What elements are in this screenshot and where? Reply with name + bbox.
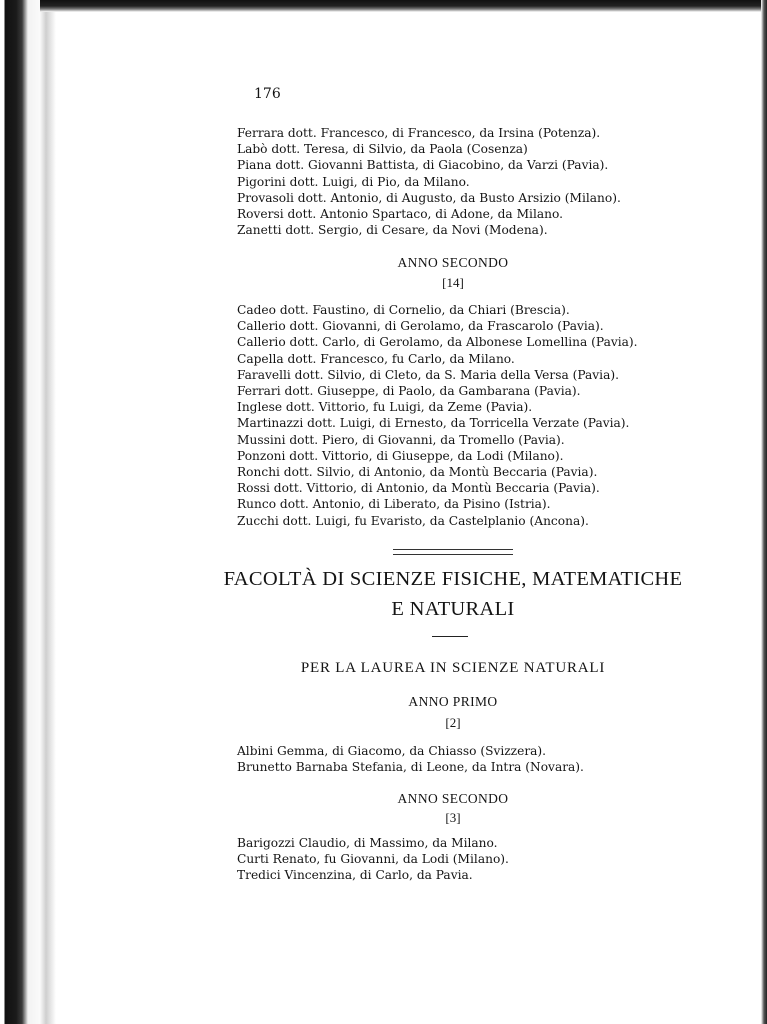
- page-number: 176: [254, 86, 281, 102]
- faculty-title: FACOLTÀ DI SCIENZE FISICHE, MATEMATICHE: [223, 568, 683, 590]
- list-item: Provasoli dott. Antonio, di Augusto, da Busto Arsizio (Milano).: [237, 190, 621, 205]
- list-item: Albini Gemma, di Giacomo, da Chiasso (Svizzera).: [237, 744, 547, 758]
- faculty-title-line2: E NATURALI: [391, 598, 515, 620]
- list-item: Callerio dott. Carlo, di Gerolamo, da Albonese Lomellina (Pavia).: [237, 335, 638, 350]
- year-heading: ANNO SECONDO: [397, 255, 509, 270]
- list-item: Callerio dott. Giovanni, di Gerolamo, da Frascarolo (Pavia).: [237, 319, 604, 334]
- list-item: Ronchi dott. Silvio, di Antonio, da Montù Beccaria (Pavia).: [237, 465, 598, 480]
- list-item: Capella dott. Francesco, fu Carlo, da Milano.: [237, 351, 515, 366]
- list-item: Tredici Vincenzina, di Carlo, da Pavia.: [237, 868, 473, 883]
- student-count: [3]: [445, 810, 461, 825]
- list-item: Inglese dott. Vittorio, fu Luigi, da Zeme (Pavia).: [237, 400, 533, 415]
- list-item: Piana dott. Giovanni Battista, di Giacobino, da Varzi (Pavia).: [237, 158, 609, 173]
- list-item: Zucchi dott. Luigi, fu Evaristo, da Castelplanio (Ancona).: [237, 513, 589, 528]
- entry-list-section3: [237, 743, 584, 775]
- list-item: Cadeo dott. Faustino, di Cornelio, da Chiari (Brescia).: [237, 303, 570, 317]
- list-item: Barigozzi Claudio, di Massimo, da Milano.: [237, 836, 498, 850]
- list-item: Rossi dott. Vittorio, di Antonio, da Montù Beccaria (Pavia).: [237, 481, 600, 496]
- list-item: Pigorini dott. Luigi, di Pio, da Milano.: [237, 174, 470, 189]
- list-item: Labò dott. Teresa, di Silvio, da Paola (Cosenza): [237, 142, 528, 157]
- entry-list-section4: [237, 835, 509, 884]
- list-item: Brunetto Barnaba Stefania, di Leone, da Intra (Novara).: [237, 760, 584, 775]
- list-item: Ponzoni dott. Vittorio, di Giuseppe, da Lodi (Milano).: [237, 448, 564, 463]
- year-heading: ANNO PRIMO: [408, 694, 498, 709]
- list-item: Roversi dott. Antonio Spartaco, di Adone, da Milano.: [237, 207, 563, 222]
- list-item: Ferrara dott. Francesco, di Francesco, da Irsina (Potenza).: [237, 126, 601, 140]
- list-item: Runco dott. Antonio, di Liberato, da Pisino (Istria).: [237, 497, 551, 512]
- list-item: Zanetti dott. Sergio, di Cesare, da Novi (Modena).: [237, 223, 548, 238]
- list-item: Martinazzi dott. Luigi, di Ernesto, da Torricella Verzate (Pavia).: [237, 416, 630, 431]
- student-count: [14]: [442, 275, 464, 290]
- list-item: Faravelli dott. Silvio, di Cleto, da S. Maria della Versa (Pavia).: [237, 367, 619, 382]
- list-item: Mussini dott. Piero, di Giovanni, da Tromello (Pavia).: [237, 432, 565, 447]
- scan-right-edge: [761, 0, 767, 1024]
- entry-list-section2: [237, 302, 638, 529]
- scan-top-edge: [40, 0, 767, 12]
- year-heading: ANNO SECONDO: [397, 791, 509, 806]
- title-underline: [432, 636, 468, 637]
- list-item: Curti Renato, fu Giovanni, da Lodi (Milano).: [237, 852, 509, 867]
- student-count: [2]: [445, 715, 461, 730]
- degree-heading: PER LA LAUREA IN SCIENZE NATURALI: [300, 660, 606, 676]
- section-divider: [393, 549, 513, 555]
- entry-list-section1: [237, 125, 621, 238]
- list-item: Ferrari dott. Giuseppe, di Paolo, da Gambarana (Pavia).: [237, 384, 581, 399]
- scan-binding-edge: [0, 0, 58, 1024]
